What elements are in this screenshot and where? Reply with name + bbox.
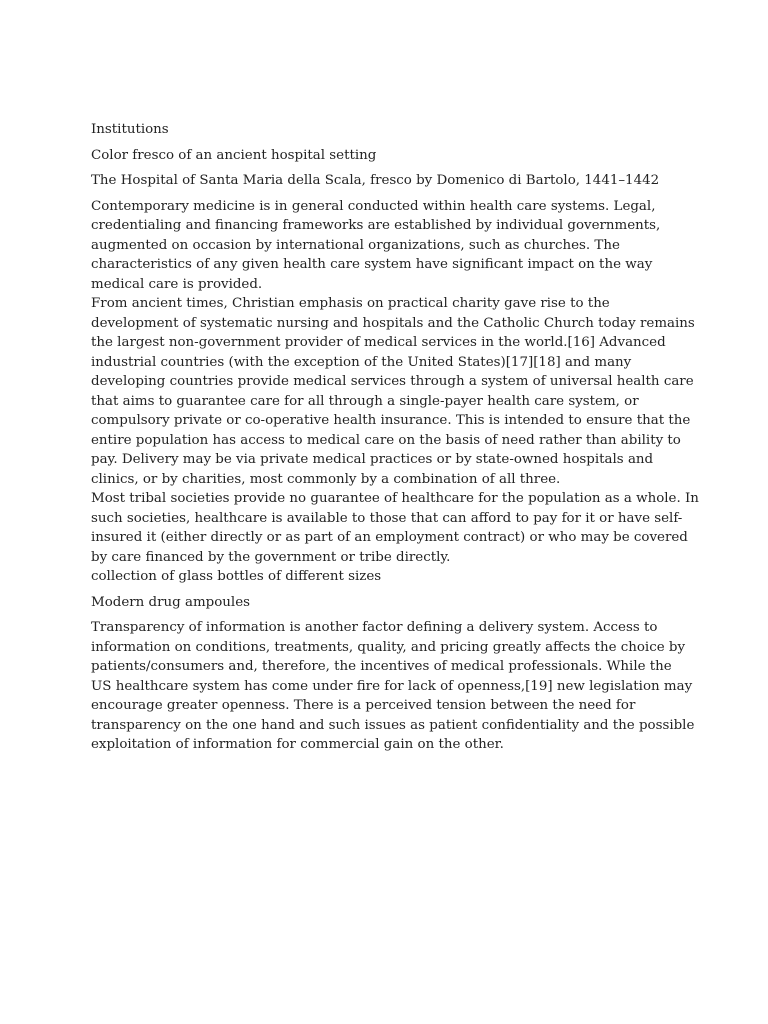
paragraph-line: development of systematic nursing and hospitals and the Catholic Church today remains — [91, 315, 695, 331]
paragraph-line: entire population has access to medical care on the basis of need rather than ability to — [91, 432, 681, 448]
paragraph-line: that aims to guarantee care for all through a single-payer health care system, or — [91, 393, 639, 409]
paragraph-line: exploitation of information for commercial gain on the other. — [91, 737, 504, 752]
paragraph-health-care-systems — [91, 197, 681, 295]
paragraph-line: pay. Delivery may be via private medical practices or by state-owned hospitals and — [91, 452, 654, 467]
paragraph-transparency — [91, 618, 695, 755]
image-caption: The Hospital of Santa Maria della Scala, fresco by Domenico di Bartolo, 1441–1442 — [91, 173, 660, 188]
paragraph-line: clinics, or by charities, most commonly by a combination of all three. — [91, 471, 561, 487]
paragraph-line: insured it (either directly or as part of an employment contract) or who may be covered — [91, 530, 688, 545]
paragraph-tribal-societies — [91, 489, 699, 567]
paragraph-line: developing countries provide medical services through a system of universal health care — [91, 374, 694, 389]
paragraph-line: US healthcare system has come under fire for lack of openness,[19] new legislation may — [91, 678, 693, 694]
paragraph-line: encourage greater openness. There is a perceived tension between the need for — [91, 698, 636, 713]
paragraph-line: From ancient times, Christian emphasis on practical charity gave rise to the — [91, 296, 610, 311]
paragraph-line: Most tribal societies provide no guarantee of healthcare for the population as a whole. In — [91, 491, 699, 506]
paragraph-line: credentialing and financing frameworks are established by individual governments, — [91, 218, 661, 233]
image-caption-ampoules: Modern drug ampoules — [91, 594, 250, 610]
document-body — [91, 120, 699, 755]
paragraph-line: compulsory private or co-operative health insurance. This is intended to ensure that the — [91, 413, 691, 428]
paragraph-line: such societies, healthcare is available to those that can afford to pay for it or have self- — [91, 510, 683, 526]
section-heading: Institutions — [91, 122, 169, 137]
paragraph-line: by care financed by the government or tribe directly. — [91, 549, 451, 565]
paragraph-line: augmented on occasion by international organizations, such as churches. The — [91, 237, 620, 253]
paragraph-christian-charity — [91, 294, 695, 489]
paragraph-line: characteristics of any given health care system have significant impact on the way — [91, 257, 653, 272]
paragraph-line: the largest non-government provider of medical services in the world.[16] Advanced — [91, 335, 666, 350]
paragraph-line: industrial countries (with the exception of the United States)[17][18] and many — [91, 354, 632, 370]
paragraph-line: patients/consumers and, therefore, the incentives of medical professionals. While the — [91, 659, 672, 674]
image-alt-text: Color fresco of an ancient hospital setting — [91, 147, 377, 163]
paragraph-line: Transparency of information is another factor defining a delivery system. Access to — [91, 620, 658, 635]
paragraph-line: Contemporary medicine is in general conducted within health care systems. Legal, — [91, 198, 656, 214]
paragraph-line: transparency on the one hand and such issues as patient confidentiality and the possible — [91, 717, 695, 733]
image-alt-text-bottles: collection of glass bottles of different sizes — [91, 569, 382, 584]
paragraph-line: medical care is provided. — [91, 276, 263, 292]
paragraph-line: information on conditions, treatments, quality, and pricing greatly affects the choice by — [91, 639, 686, 655]
